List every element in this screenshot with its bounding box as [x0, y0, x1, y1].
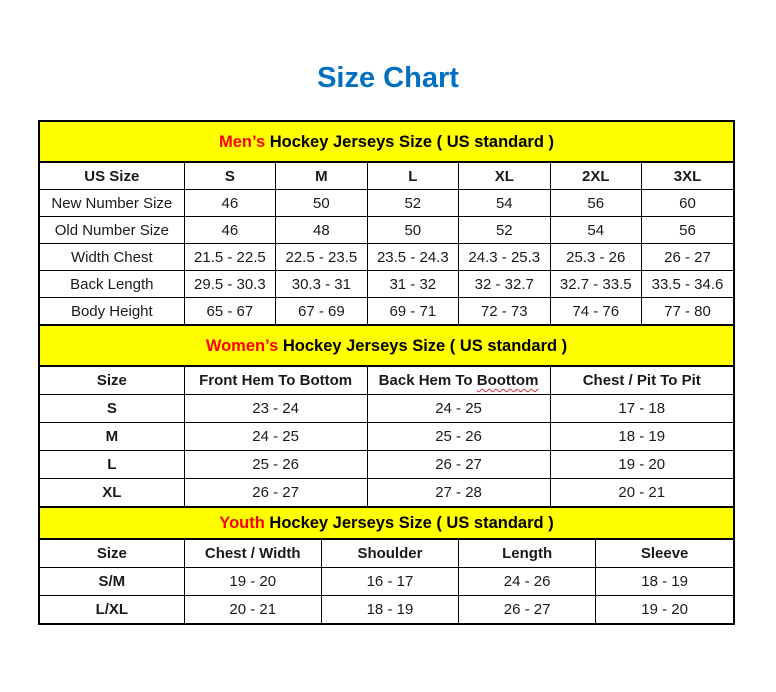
mens-value-cell: 26 - 27: [641, 244, 733, 271]
youth-header-row: [40, 540, 733, 568]
youth-value-cell: 19 - 20: [184, 568, 321, 596]
youth-value-cell: 16 - 17: [321, 568, 458, 596]
mens-table-row: [40, 244, 733, 271]
mens-row-label: Body Height: [40, 298, 184, 325]
youth-col-header: Length: [459, 540, 596, 568]
mens-value-cell: 32 - 32.7: [459, 271, 550, 298]
mens-value-cell: 65 - 67: [184, 298, 275, 325]
mens-value-cell: 52: [367, 190, 458, 217]
mens-value-cell: 60: [641, 190, 733, 217]
womens-value-cell: 25 - 26: [367, 423, 550, 451]
youth-col-header: Chest / Width: [184, 540, 321, 568]
womens-value-cell: 24 - 25: [367, 395, 550, 423]
mens-col-header: M: [276, 163, 367, 190]
womens-header-row: [40, 367, 733, 395]
mens-value-cell: 56: [641, 217, 733, 244]
mens-value-cell: 46: [184, 190, 275, 217]
misspelled-word-squiggle: Boottom: [476, 372, 539, 389]
womens-value-cell: 27 - 28: [367, 479, 550, 507]
mens-col-header: 3XL: [641, 163, 733, 190]
mens-row-label: Old Number Size: [40, 217, 184, 244]
mens-header-row: [40, 163, 733, 190]
womens-row-label: S: [40, 395, 184, 423]
womens-row-label: M: [40, 423, 184, 451]
youth-value-cell: 20 - 21: [184, 596, 321, 624]
youth-value-cell: 26 - 27: [459, 596, 596, 624]
size-chart-tables: [38, 120, 735, 625]
youth-value-cell: 18 - 19: [321, 596, 458, 624]
womens-value-cell: 26 - 27: [367, 451, 550, 479]
youth-col-header: Shoulder: [321, 540, 458, 568]
mens-value-cell: 67 - 69: [276, 298, 367, 325]
youth-band-text: Hockey Jerseys Size ( US standard ): [264, 514, 554, 532]
mens-size-table: [40, 163, 733, 324]
page-title: Size Chart: [317, 62, 459, 94]
mens-value-cell: 33.5 - 34.6: [641, 271, 733, 298]
mens-value-cell: 74 - 76: [550, 298, 641, 325]
youth-value-cell: 19 - 20: [596, 596, 733, 624]
mens-col-header: L: [367, 163, 458, 190]
womens-col-header-back-hem: Back Hem To: [378, 372, 477, 389]
womens-col-header: [367, 367, 550, 395]
womens-value-cell: 23 - 24: [184, 395, 367, 423]
mens-value-cell: 72 - 73: [459, 298, 550, 325]
womens-value-cell: 18 - 19: [550, 423, 733, 451]
youth-value-cell: 18 - 19: [596, 568, 733, 596]
womens-col-header: Size: [40, 367, 184, 395]
mens-table-row: [40, 298, 733, 325]
womens-value-cell: 17 - 18: [550, 395, 733, 423]
womens-band-highlight: Women’s: [205, 337, 279, 355]
mens-value-cell: 48: [276, 217, 367, 244]
womens-row-label: XL: [40, 479, 184, 507]
mens-value-cell: 54: [550, 217, 641, 244]
mens-value-cell: 25.3 - 26: [550, 244, 641, 271]
mens-value-cell: 50: [276, 190, 367, 217]
womens-table-row: [40, 479, 733, 507]
mens-col-header: S: [184, 163, 275, 190]
youth-section-header: [40, 506, 733, 540]
youth-col-header: Sleeve: [596, 540, 733, 568]
mens-value-cell: 46: [184, 217, 275, 244]
mens-value-cell: 50: [367, 217, 458, 244]
womens-section-header: [40, 324, 733, 367]
mens-value-cell: 23.5 - 24.3: [367, 244, 458, 271]
womens-col-header: Chest / Pit To Pit: [550, 367, 733, 395]
mens-value-cell: 56: [550, 190, 641, 217]
youth-value-cell: 24 - 26: [459, 568, 596, 596]
womens-row-label: L: [40, 451, 184, 479]
mens-value-cell: 52: [459, 217, 550, 244]
womens-value-cell: 26 - 27: [184, 479, 367, 507]
mens-value-cell: 54: [459, 190, 550, 217]
mens-table-row: [40, 217, 733, 244]
mens-value-cell: 31 - 32: [367, 271, 458, 298]
womens-table-row: [40, 423, 733, 451]
mens-value-cell: 21.5 - 22.5: [184, 244, 275, 271]
womens-value-cell: 24 - 25: [184, 423, 367, 451]
youth-row-label: S/M: [40, 568, 184, 596]
youth-table-row: [40, 568, 733, 596]
youth-band-highlight: Youth: [219, 514, 265, 532]
youth-table-row: [40, 596, 733, 624]
mens-value-cell: 32.7 - 33.5: [550, 271, 641, 298]
womens-value-cell: 19 - 20: [550, 451, 733, 479]
mens-col-header: 2XL: [550, 163, 641, 190]
womens-band-text: Hockey Jerseys Size ( US standard ): [278, 337, 568, 355]
mens-value-cell: 77 - 80: [641, 298, 733, 325]
mens-table-row: [40, 271, 733, 298]
womens-col-header: Front Hem To Bottom: [184, 367, 367, 395]
youth-size-table: [40, 540, 733, 623]
mens-value-cell: 69 - 71: [367, 298, 458, 325]
mens-value-cell: 24.3 - 25.3: [459, 244, 550, 271]
youth-row-label: L/XL: [40, 596, 184, 624]
womens-value-cell: 20 - 21: [550, 479, 733, 507]
mens-row-label: Back Length: [40, 271, 184, 298]
mens-band-highlight: Men’s: [218, 133, 266, 151]
mens-table-row: [40, 190, 733, 217]
mens-value-cell: 30.3 - 31: [276, 271, 367, 298]
youth-col-header: Size: [40, 540, 184, 568]
mens-band-text: Hockey Jerseys Size ( US standard ): [265, 133, 555, 151]
womens-size-table: [40, 367, 733, 506]
mens-row-label: New Number Size: [40, 190, 184, 217]
womens-table-row: [40, 395, 733, 423]
womens-value-cell: 25 - 26: [184, 451, 367, 479]
mens-row-label: Width Chest: [40, 244, 184, 271]
mens-value-cell: 22.5 - 23.5: [276, 244, 367, 271]
mens-col-header: US Size: [40, 163, 184, 190]
womens-table-row: [40, 451, 733, 479]
mens-value-cell: 29.5 - 30.3: [184, 271, 275, 298]
mens-col-header: XL: [459, 163, 550, 190]
mens-section-header: [40, 122, 733, 163]
